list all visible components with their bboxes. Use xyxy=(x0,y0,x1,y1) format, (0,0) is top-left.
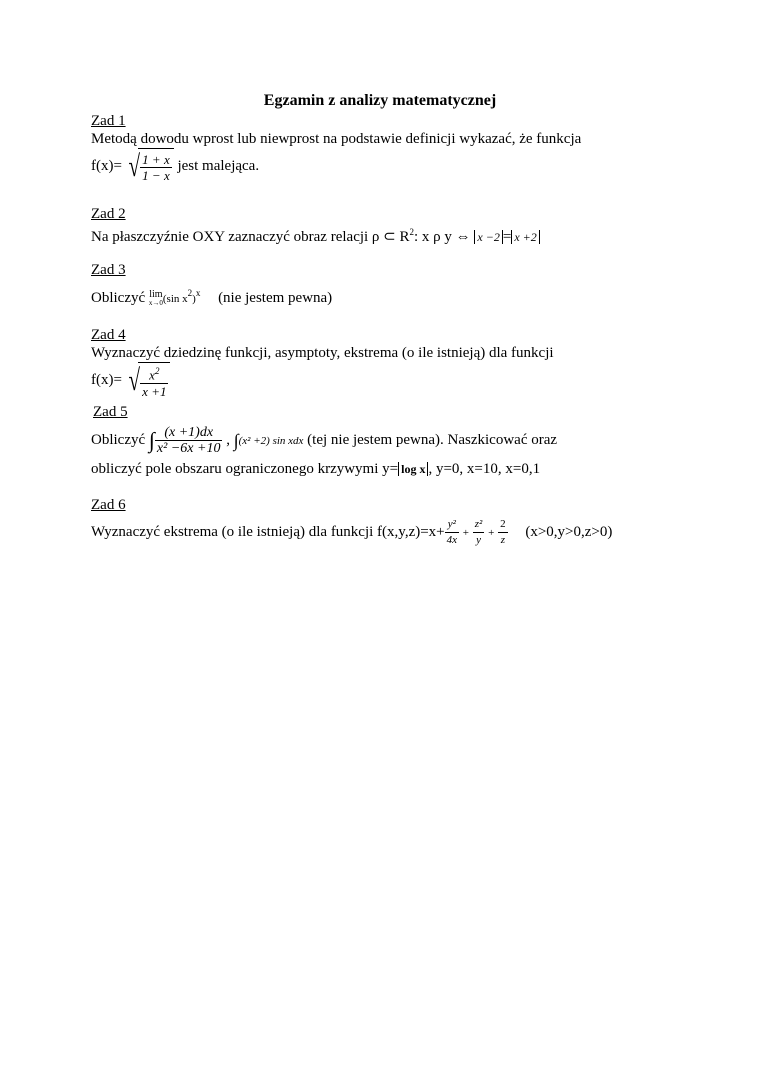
zad3-expr: (sin x xyxy=(162,293,188,305)
zad5-int1-den: x² −6x +10 xyxy=(156,441,221,457)
zad2-abs1: x −2 xyxy=(474,230,502,244)
zad6-plus1: + xyxy=(462,527,470,539)
zad6-prefix: Wyznaczyć ekstrema (o ile istnieją) dla funkcji f(x,y,z)=x+ xyxy=(91,524,445,540)
zad3-prefix: Obliczyć xyxy=(91,290,146,306)
zad6-f3-den: z xyxy=(500,534,505,547)
zad4-sqrt xyxy=(126,362,171,399)
sqrt-icon: √ xyxy=(128,149,140,183)
zad2-abs2: x +2 xyxy=(511,230,539,244)
zad1-formula xyxy=(91,148,259,185)
zad3-text xyxy=(91,282,332,310)
zad5-prefix: Obliczyć xyxy=(91,432,146,448)
zad6-f1-den: 4x xyxy=(446,534,458,547)
integral-icon: ∫ xyxy=(233,430,239,451)
zad3-note: (nie jestem pewna) xyxy=(218,290,333,306)
zad1-suffix: jest malejąca. xyxy=(177,158,260,174)
zad1-den: 1 − x xyxy=(142,168,170,184)
zad6-f2-den: y xyxy=(476,534,481,547)
zad4-text: Wyznaczyć dziedzinę funkcji, asymptoty, ekstrema (o ile istnieją) dla funkcji xyxy=(91,345,554,361)
zad5-comma: , xyxy=(226,432,230,448)
zad6-cond: (x>0,y>0,z>0) xyxy=(525,524,613,540)
zad6-plus2: + xyxy=(488,527,495,539)
zad4-prefix: f(x)= xyxy=(91,372,122,388)
zad5-line1-rest: (tej nie jestem pewna). Naszkicować oraz xyxy=(307,432,558,448)
zad5-line2-a: obliczyć pole obszaru ograniczonego krzywymi y= xyxy=(91,461,399,477)
zad2-text-a: Na płaszczyźnie OXY zaznaczyć obraz relacji ρ ⊂ R xyxy=(91,229,410,245)
zad1-heading: Zad 1 xyxy=(91,113,126,129)
zad2-eq: = xyxy=(502,229,512,245)
sqrt-icon: √ xyxy=(128,363,140,397)
zad3-close: ) xyxy=(192,293,196,305)
zad3-sup2: 2 xyxy=(187,288,193,298)
zad1-num: 1 + x xyxy=(142,152,170,168)
zad5-int2: (x² +2) sin xdx xyxy=(238,435,304,447)
zad5-line1 xyxy=(91,422,557,459)
zad5-int1-num: (x +1)dx xyxy=(155,425,223,441)
zad6-f3-num: 2 xyxy=(498,517,508,533)
zad5-log: log x xyxy=(398,462,428,476)
integral-icon: ∫ xyxy=(148,427,155,453)
zad6-line xyxy=(91,514,612,551)
zad4-den: x +1 xyxy=(142,383,167,399)
zad2-heading: Zad 2 xyxy=(91,206,126,222)
zad3-supx: x xyxy=(195,288,201,298)
zad3-lim xyxy=(149,290,163,308)
zad2-sup: 2 xyxy=(409,227,414,237)
zad6-f2-num: z² xyxy=(473,517,485,533)
zad2-text xyxy=(91,223,540,246)
zad2-text-b: : x ρ y ⇔ xyxy=(414,229,471,245)
zad1-text: Metodą dowodu wprost lub niewprost na podstawie definicji wykazać, że funkcja xyxy=(91,131,582,147)
zad5-line2-b: , y=0, x=10, x=0,1 xyxy=(428,461,541,477)
zad4-formula xyxy=(91,362,170,399)
zad5-heading: Zad 5 xyxy=(93,404,128,420)
zad1-prefix: f(x)= xyxy=(91,158,122,174)
zad3-lim-sub: x→0 xyxy=(148,298,163,307)
page-title: Egzamin z analizy matematycznej xyxy=(263,92,497,109)
zad3-heading: Zad 3 xyxy=(91,262,126,278)
zad4-num: x xyxy=(149,367,155,383)
zad5-line2 xyxy=(91,460,540,478)
zad1-sqrt xyxy=(126,148,174,185)
zad3-lim-word: lim xyxy=(149,288,163,300)
zad4-heading: Zad 4 xyxy=(91,327,126,343)
zad6-f1-num: y² xyxy=(445,517,459,533)
zad4-num-sup: 2 xyxy=(154,366,160,377)
zad6-heading: Zad 6 xyxy=(91,497,126,513)
